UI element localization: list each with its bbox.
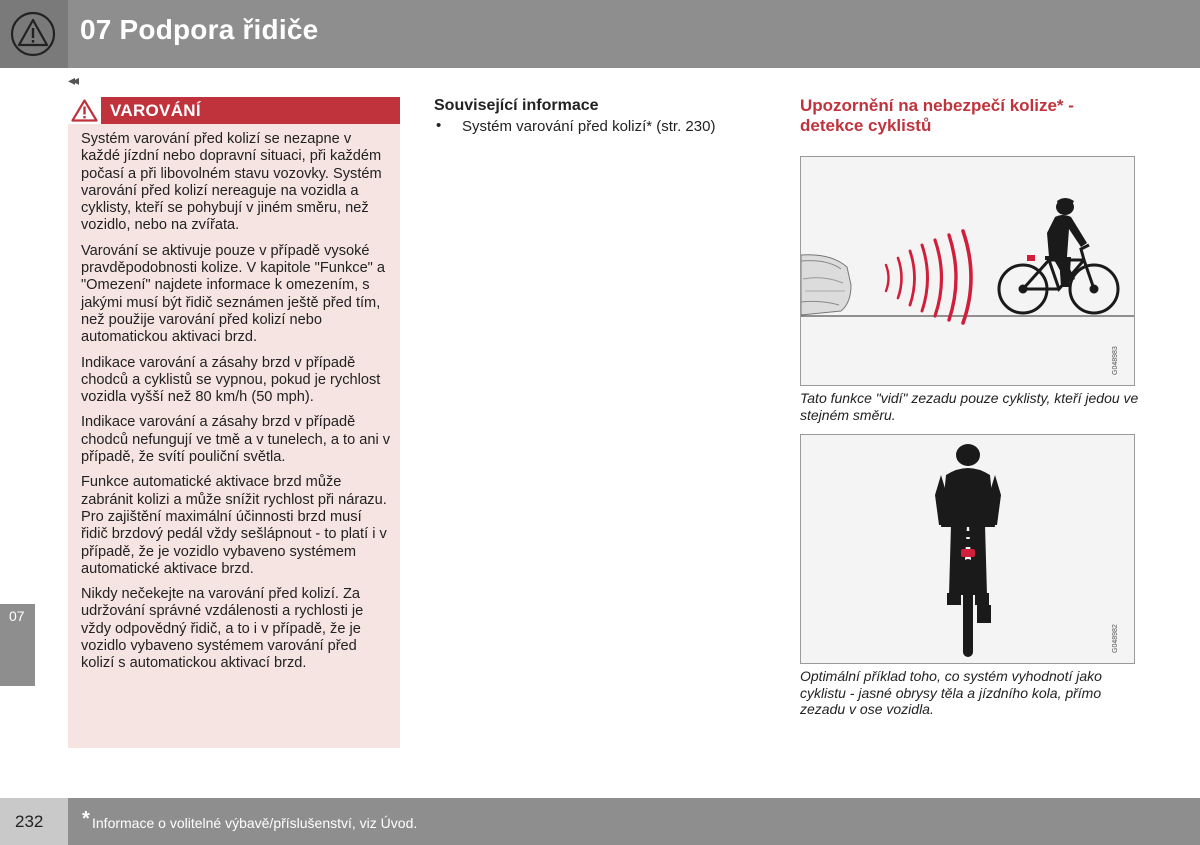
footnote-text: Informace o volitelné výbavě/příslušenství, viz Úvod. (92, 815, 418, 831)
related-info-heading: Související informace (434, 97, 599, 114)
chapter-side-tab[interactable] (0, 604, 35, 686)
cyclist-side-illustration (801, 157, 1134, 385)
footer-note (68, 798, 1200, 845)
related-info-item[interactable] (434, 118, 764, 135)
warning-paragraph: Indikace varování a zásahy brzd v případě chodců a cyklistů se vypnou, pokud je rychlost vozidla vyšší než 80 km/h (50 mph). (81, 354, 381, 406)
warning-box (68, 97, 400, 748)
chapter-side-tab-label: 07 (9, 608, 25, 624)
warning-paragraph: Funkce automatické aktivace brzd může zabránit kolizi a může snížit rychlost při nárazu. Pro zajištění maximální účinnosti brzd musí řidič brzdový pedál vždy sešlápnout - to platí i v případě, že je vozidlo vybaveno systémem automatické aktivace brzd. (81, 474, 387, 577)
figure-code: G048982 (1112, 624, 1119, 653)
warning-icon-box (68, 97, 101, 124)
warning-header (68, 97, 400, 124)
warning-body (81, 131, 391, 681)
figure-code: G048983 (1112, 346, 1119, 375)
warning-label: VAROVÁNÍ (110, 101, 201, 120)
warning-triangle-icon (71, 99, 98, 122)
page-footer (0, 798, 1200, 845)
warning-paragraph: Nikdy nečekejte na varování před kolizí. Za udržování správné vzdálenosti a rychlosti je vždy odpovědný řidič, a to i v případě, že je vozidlo vybaveno systémem varování před kolizí s automatickou aktivací brzd. (81, 586, 364, 672)
page-number-box (0, 798, 68, 845)
header-icon-box (0, 0, 68, 68)
warning-paragraph: Varování se aktivuje pouze v případě vysoké pravděpodobnosti kolize. V kapitole "Funkce" a "Omezení" najdete informace k omezením, s jakými musí být řidič seznámen ještě před tím, než použije varování před kolizí nebo automatickou aktivaci brzd. (81, 242, 386, 346)
figure-cyclist-rear (800, 434, 1135, 664)
figure-caption: Tato funkce "vidí" zezadu pouze cyklisty, kteří jedou ve stejném směru. (800, 390, 1139, 423)
chapter-title: 07 Podpora řidiče (80, 14, 319, 45)
footnote-star: * (82, 808, 90, 830)
figure-cyclist-side (800, 156, 1135, 386)
warning-triangle-icon (10, 11, 56, 57)
car-front-icon (801, 255, 851, 315)
related-info-link[interactable]: Systém varování před kolizí* (str. 230) (462, 118, 716, 135)
page-number: 232 (15, 812, 44, 831)
related-info (434, 97, 764, 135)
rear-light-icon (1027, 255, 1035, 261)
chapter-header (0, 0, 1200, 68)
warning-paragraph: Indikace varování a zásahy brzd v případě chodců nefungují ve tmě a v tunelech, a to ani v případě, že svítí pouliční světla. (81, 414, 391, 466)
figure-caption: Optimální příklad toho, co systém vyhodnotí jako cyklistu - jasné obrysy těla a jízdního kola, přímo zezadu v ose vozidla. (800, 668, 1102, 717)
bullet-icon: • (436, 117, 442, 134)
warning-paragraph: Systém varování před kolizí se nezapne v každé jízdní nebo dopravní situaci, při každém počasí a při libovolném stavu vozovky. Systém varování před kolizí nereaguje na vozidla a cyklisty, kteří se pohybují v jiném směru, než vozidlo, nebo na zvířata. (81, 131, 382, 234)
cyclist-rear-illustration (801, 435, 1134, 663)
back-arrows-icon[interactable]: ◂◂ (68, 72, 77, 88)
section-title: Upozornění na nebezpečí kolize* - detekce cyklistů (800, 96, 1074, 135)
